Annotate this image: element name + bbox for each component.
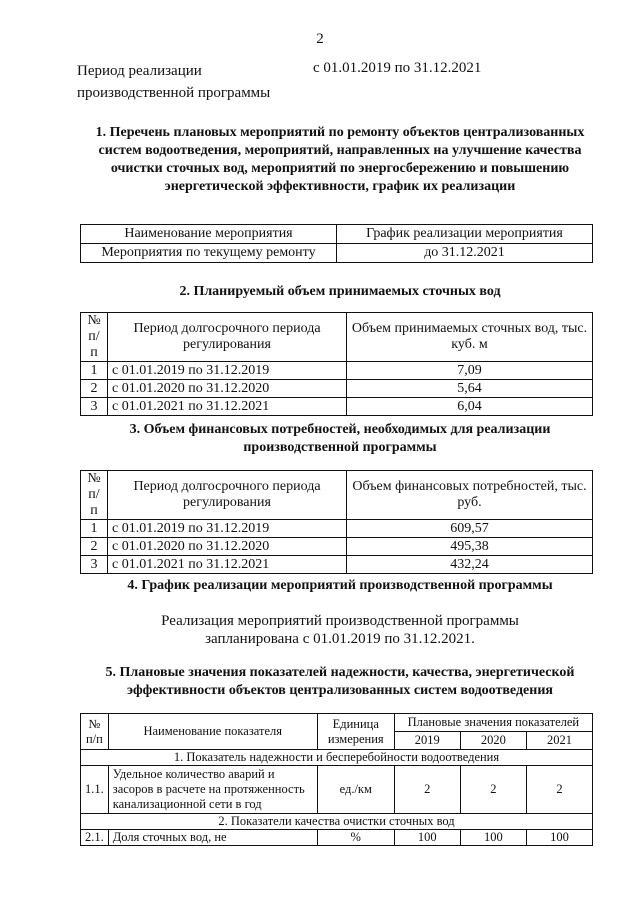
table-cell: 432,24 [347, 556, 593, 574]
table-row [81, 556, 593, 574]
section4-text [80, 612, 600, 648]
table-cell: 2 [526, 766, 592, 814]
table-cell: 2 [81, 538, 108, 556]
table-cell: с 01.01.2020 по 31.12.2020 [108, 380, 347, 398]
table-cell: 3 [81, 556, 108, 574]
section2-header-period: Период долгосрочного периода регулирования [108, 313, 347, 362]
table-row [81, 244, 593, 263]
table-cell: 609,57 [347, 520, 593, 538]
table-cell: ед./км [317, 766, 394, 814]
period-value: с 01.01.2019 по 31.12.2021 [313, 60, 482, 76]
table-cell: Мероприятия по текущему ремонту [81, 244, 337, 263]
section4-text-line1: Реализация мероприятий производственной программы [161, 613, 519, 629]
section5-header-name: Наименование показателя [108, 714, 317, 750]
table-cell: 100 [394, 830, 460, 846]
table-cell: 100 [526, 830, 592, 846]
table-cell: с 01.01.2019 по 31.12.2019 [108, 362, 347, 380]
section5-heading: 5. Плановые значения показателей надежности, качества, энергетической эффективности объектов централизованных систем водоотведения [105, 665, 575, 698]
table-cell: с 01.01.2019 по 31.12.2019 [108, 520, 347, 538]
table-cell: 1.1. [81, 766, 109, 814]
table-cell: Удельное количество аварий и засоров в расчете на протяженность канализационной сети в год [108, 766, 317, 814]
section1-header-schedule: График реализации мероприятия [337, 225, 593, 244]
section5-header-year: 2020 [460, 732, 526, 750]
table-cell: с 01.01.2021 по 31.12.2021 [108, 556, 347, 574]
section3-header-period: Период долгосрочного периода регулирования [108, 471, 347, 520]
table-cell: % [317, 830, 394, 846]
table-cell: с 01.01.2020 по 31.12.2020 [108, 538, 347, 556]
section5-header-num: № п/п [81, 714, 109, 750]
section5-group-title: 1. Показатель надежности и бесперебойности водоотведения [81, 750, 593, 766]
section5-header-year: 2019 [394, 732, 460, 750]
period-label-line2: производственной программы [77, 85, 271, 101]
section2-header-volume: Объем принимаемых сточных вод, тыс. куб. м [347, 313, 593, 362]
section2-table [80, 312, 593, 416]
section1-header-name: Наименование мероприятия [81, 225, 337, 244]
section5-header-year: 2021 [526, 732, 592, 750]
table-cell: 3 [81, 398, 108, 416]
table-cell: 7,09 [347, 362, 593, 380]
table-row [81, 362, 593, 380]
table-cell: 5,64 [347, 380, 593, 398]
table-cell: 2.1. [81, 830, 109, 846]
table-row [81, 398, 593, 416]
table-row [81, 380, 593, 398]
table-cell: 2 [81, 380, 108, 398]
section1-heading: 1. Перечень плановых мероприятий по ремонту объектов централизованных систем водоотведения, мероприятий, направленных на улучшение качества очистки сточных вод, мероприятий по энергосбережению и повышению энергетической эффективности, график их реализации [95, 125, 585, 194]
table-row [81, 830, 593, 846]
section1-table [80, 224, 593, 263]
table-cell: 2 [394, 766, 460, 814]
table-cell: Доля сточных вод, не [108, 830, 317, 846]
table-cell: 6,04 [347, 398, 593, 416]
section5-group-title: 2. Показатели качества очистки сточных вод [81, 814, 593, 830]
table-cell: 1 [81, 520, 108, 538]
section5-table [80, 713, 593, 846]
table-cell: 100 [460, 830, 526, 846]
table-cell: с 01.01.2021 по 31.12.2021 [108, 398, 347, 416]
section2-header-num: № п/п [81, 313, 108, 362]
table-cell: 1 [81, 362, 108, 380]
table-row [81, 766, 593, 814]
table-row [81, 520, 593, 538]
period-label-line1: Период реализации [77, 63, 202, 79]
table-row [81, 538, 593, 556]
section5-header-unit: Единица измерения [317, 714, 394, 750]
section3-header-num: № п/п [81, 471, 108, 520]
section3-table [80, 470, 593, 574]
table-cell: 2 [460, 766, 526, 814]
period-label [77, 60, 270, 104]
section2-heading: 2. Планируемый объем принимаемых сточных вод [179, 284, 501, 299]
section3-header-amount: Объем финансовых потребностей, тыс. руб. [347, 471, 593, 520]
page-number: 2 [316, 31, 324, 47]
section4-text-line2: запланирована с 01.01.2019 по 31.12.2021. [205, 631, 475, 647]
section5-header-plan: Плановые значения показателей [394, 714, 592, 732]
table-cell: 495,38 [347, 538, 593, 556]
table-cell: до 31.12.2021 [337, 244, 593, 263]
section4-heading: 4. График реализации мероприятий производственной программы [127, 578, 553, 593]
section3-heading: 3. Объем финансовых потребностей, необходимых для реализации производственной программы [129, 422, 551, 455]
